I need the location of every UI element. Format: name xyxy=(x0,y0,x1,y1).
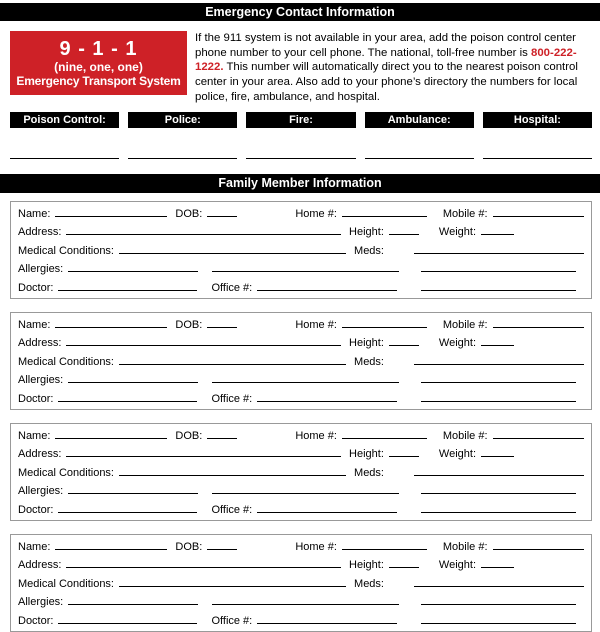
home-phone-blank[interactable] xyxy=(342,428,427,439)
mobile-phone-blank[interactable] xyxy=(493,206,584,217)
contact-label-poison-control: Poison Control: xyxy=(10,112,119,128)
weight-blank[interactable] xyxy=(481,557,514,568)
meds-continuation-blank-1[interactable] xyxy=(421,261,576,272)
address-label: Address: xyxy=(18,226,62,239)
allergies-continuation-blank[interactable] xyxy=(212,261,399,272)
meds-continuation-blank-1[interactable] xyxy=(421,483,576,494)
address-label: Address: xyxy=(18,337,62,350)
family-member-block xyxy=(10,534,592,632)
doctor-blank[interactable] xyxy=(58,280,197,291)
weight-blank[interactable] xyxy=(481,446,514,457)
member-row-medical xyxy=(18,243,584,262)
mobile-phone-label: Mobile #: xyxy=(442,207,488,220)
member-row-doctor xyxy=(18,391,584,410)
height-blank[interactable] xyxy=(389,224,419,235)
name-label: Name: xyxy=(18,540,51,553)
ambulance-blank[interactable] xyxy=(365,158,474,159)
meds-label: Meds: xyxy=(354,577,384,590)
police-blank[interactable] xyxy=(128,158,237,159)
member-row-allergies xyxy=(18,372,584,391)
medical-conditions-blank[interactable] xyxy=(119,243,346,254)
member-row-address xyxy=(18,557,584,576)
allergies-label: Allergies: xyxy=(18,263,64,276)
family-member-blocks xyxy=(10,201,592,632)
allergies-blank[interactable] xyxy=(68,372,198,383)
mobile-phone-label: Mobile #: xyxy=(442,540,488,553)
office-phone-label: Office #: xyxy=(211,614,253,627)
height-label: Height: xyxy=(349,337,384,350)
intro-text-pre: If the 911 system is not available in your area, add the poison control center phone number to your cell phone. The national, toll-free number is xyxy=(195,32,576,59)
doctor-blank[interactable] xyxy=(58,613,197,624)
contact-label-hospital: Hospital: xyxy=(483,112,592,128)
member-row-address xyxy=(18,446,584,465)
member-row-doctor xyxy=(18,502,584,521)
home-phone-label: Home #: xyxy=(295,207,337,220)
allergies-label: Allergies: xyxy=(18,485,64,498)
family-member-block xyxy=(10,312,592,410)
member-row-allergies xyxy=(18,483,584,502)
meds-blank[interactable] xyxy=(414,354,584,365)
dob-blank[interactable] xyxy=(207,317,237,328)
member-row-address xyxy=(18,224,584,243)
medical-conditions-blank[interactable] xyxy=(119,576,346,587)
home-phone-blank[interactable] xyxy=(342,206,427,217)
mobile-phone-label: Mobile #: xyxy=(442,429,488,442)
doctor-label: Doctor: xyxy=(18,614,54,627)
contact-labels-row xyxy=(10,112,592,128)
dob-blank[interactable] xyxy=(207,428,237,439)
hospital-blank[interactable] xyxy=(483,158,592,159)
meds-continuation-blank-2[interactable] xyxy=(421,613,576,624)
office-phone-label: Office #: xyxy=(211,392,253,405)
mobile-phone-blank[interactable] xyxy=(493,317,584,328)
dob-label: DOB: xyxy=(175,318,203,331)
medical-conditions-label: Medical Conditions: xyxy=(18,355,114,368)
contact-label-police: Police: xyxy=(128,112,237,128)
meds-continuation-blank-1[interactable] xyxy=(421,594,576,605)
home-phone-label: Home #: xyxy=(295,318,337,331)
home-phone-label: Home #: xyxy=(295,429,337,442)
home-phone-blank[interactable] xyxy=(342,539,427,550)
office-phone-blank[interactable] xyxy=(257,613,397,624)
fire-blank[interactable] xyxy=(246,158,355,159)
medical-conditions-label: Medical Conditions: xyxy=(18,244,114,257)
poison-control-blank[interactable] xyxy=(10,158,119,159)
medical-conditions-blank[interactable] xyxy=(119,354,346,365)
intro-section xyxy=(10,31,592,105)
contact-label-fire: Fire: xyxy=(246,112,355,128)
address-blank[interactable] xyxy=(66,557,341,568)
allergies-blank[interactable] xyxy=(68,594,198,605)
meds-blank[interactable] xyxy=(414,465,584,476)
height-label: Height: xyxy=(349,559,384,572)
name-label: Name: xyxy=(18,207,51,220)
weight-label: Weight: xyxy=(438,337,476,350)
name-blank[interactable] xyxy=(55,539,167,550)
address-blank[interactable] xyxy=(66,446,341,457)
mobile-phone-label: Mobile #: xyxy=(442,318,488,331)
weight-label: Weight: xyxy=(438,226,476,239)
name-label: Name: xyxy=(18,318,51,331)
dob-label: DOB: xyxy=(175,540,203,553)
member-row-doctor xyxy=(18,280,584,299)
address-blank[interactable] xyxy=(66,224,341,235)
nine-one-one-box xyxy=(10,31,187,95)
intro-paragraph xyxy=(195,31,592,105)
name-blank[interactable] xyxy=(55,428,167,439)
meds-continuation-blank-2[interactable] xyxy=(421,391,576,402)
office-phone-blank[interactable] xyxy=(257,391,397,402)
allergies-continuation-blank[interactable] xyxy=(212,594,399,605)
contact-label-ambulance: Ambulance: xyxy=(365,112,474,128)
name-blank[interactable] xyxy=(55,317,167,328)
address-label: Address: xyxy=(18,448,62,461)
weight-label: Weight: xyxy=(438,559,476,572)
doctor-blank[interactable] xyxy=(58,391,197,402)
doctor-label: Doctor: xyxy=(18,281,54,294)
address-label: Address: xyxy=(18,559,62,572)
height-blank[interactable] xyxy=(389,446,419,457)
home-phone-label: Home #: xyxy=(295,540,337,553)
meds-label: Meds: xyxy=(354,244,384,257)
mobile-phone-blank[interactable] xyxy=(493,428,584,439)
office-phone-blank[interactable] xyxy=(257,280,397,291)
member-row-name xyxy=(18,539,584,558)
medical-conditions-label: Medical Conditions: xyxy=(18,577,114,590)
medical-conditions-blank[interactable] xyxy=(119,465,346,476)
mobile-phone-blank[interactable] xyxy=(493,539,584,550)
contact-blanks-row xyxy=(10,158,592,159)
intro-text-post: This number will automatically direct you to the nearest poison control center in your area. Also add to your phone’s directory the numbers for local police, fire, ambulance, and hospital. xyxy=(195,61,578,103)
doctor-blank[interactable] xyxy=(58,502,197,513)
dob-label: DOB: xyxy=(175,207,203,220)
medical-conditions-label: Medical Conditions: xyxy=(18,466,114,479)
member-row-allergies xyxy=(18,594,584,613)
meds-blank[interactable] xyxy=(414,576,584,587)
allergies-blank[interactable] xyxy=(68,261,198,272)
office-phone-label: Office #: xyxy=(211,503,253,516)
member-row-medical xyxy=(18,354,584,373)
dob-blank[interactable] xyxy=(207,206,237,217)
emergency-header-title: Emergency Contact Information xyxy=(205,5,395,19)
doctor-label: Doctor: xyxy=(18,392,54,405)
height-blank[interactable] xyxy=(389,557,419,568)
address-blank[interactable] xyxy=(66,335,341,346)
dob-label: DOB: xyxy=(175,429,203,442)
name-label: Name: xyxy=(18,429,51,442)
meds-continuation-blank-1[interactable] xyxy=(421,372,576,383)
emergency-header-bar xyxy=(0,3,600,21)
member-row-allergies xyxy=(18,261,584,280)
member-row-name xyxy=(18,428,584,447)
member-row-medical xyxy=(18,576,584,595)
office-phone-label: Office #: xyxy=(211,281,253,294)
height-blank[interactable] xyxy=(389,335,419,346)
allergies-continuation-blank[interactable] xyxy=(212,372,399,383)
member-row-name xyxy=(18,317,584,336)
office-phone-blank[interactable] xyxy=(257,502,397,513)
allergies-label: Allergies: xyxy=(18,596,64,609)
meds-label: Meds: xyxy=(354,355,384,368)
nine-one-one-number: 9 - 1 - 1 xyxy=(59,38,138,60)
height-label: Height: xyxy=(349,448,384,461)
meds-label: Meds: xyxy=(354,466,384,479)
name-blank[interactable] xyxy=(55,206,167,217)
poison-control-phone-number: 800-222-1222. xyxy=(195,46,577,74)
allergies-label: Allergies: xyxy=(18,374,64,387)
meds-continuation-blank-2[interactable] xyxy=(421,280,576,291)
family-member-header-bar xyxy=(0,174,600,193)
weight-blank[interactable] xyxy=(481,224,514,235)
meds-continuation-blank-2[interactable] xyxy=(421,502,576,513)
weight-blank[interactable] xyxy=(481,335,514,346)
member-row-doctor xyxy=(18,613,584,632)
allergies-blank[interactable] xyxy=(68,483,198,494)
member-row-medical xyxy=(18,465,584,484)
family-member-block xyxy=(10,201,592,299)
member-row-address xyxy=(18,335,584,354)
family-member-block xyxy=(10,423,592,521)
height-label: Height: xyxy=(349,226,384,239)
dob-blank[interactable] xyxy=(207,539,237,550)
nine-one-one-caption: Emergency Transport System xyxy=(16,74,181,88)
doctor-label: Doctor: xyxy=(18,503,54,516)
nine-one-one-words: (nine, one, one) xyxy=(54,60,143,74)
family-member-header-title: Family Member Information xyxy=(218,175,382,190)
member-row-name xyxy=(18,206,584,225)
allergies-continuation-blank[interactable] xyxy=(212,483,399,494)
home-phone-blank[interactable] xyxy=(342,317,427,328)
weight-label: Weight: xyxy=(438,448,476,461)
meds-blank[interactable] xyxy=(414,243,584,254)
